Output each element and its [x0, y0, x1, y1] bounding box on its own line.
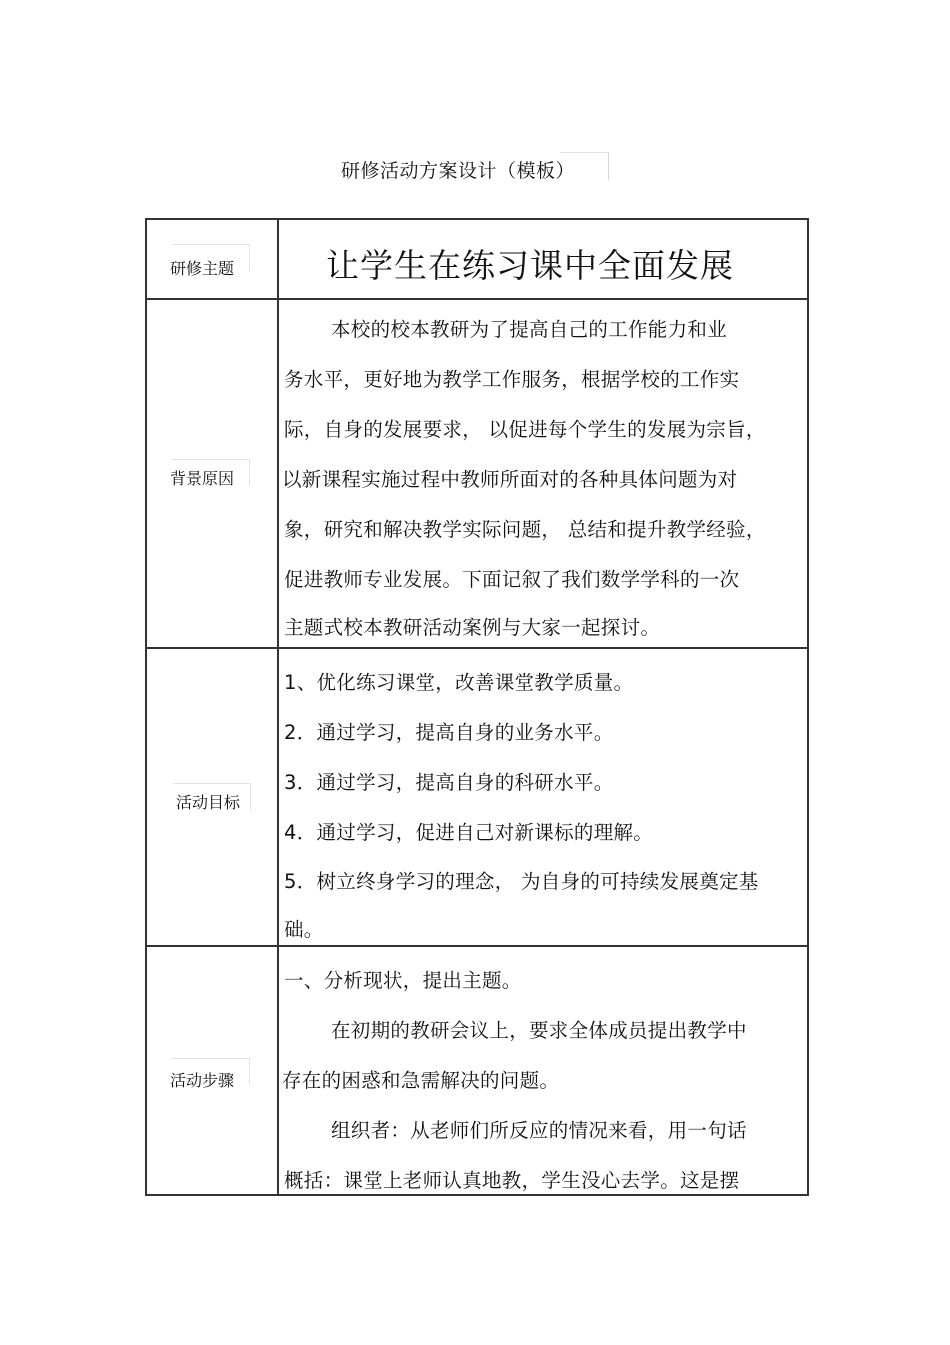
document-title: 研修活动方案设计（模板）: [341, 160, 576, 182]
row-divider: [145, 647, 809, 649]
title-corner-mark: [608, 152, 609, 180]
row-divider: [145, 298, 809, 300]
step-line: 一、分析现状，提出主题。: [284, 969, 522, 992]
background-line: 主题式校本教研活动案例与大家一起探讨。: [284, 616, 661, 639]
goal-item: 3．通过学习，提高自身的科研水平。: [284, 771, 614, 794]
row-label-steps: 活动步骤: [170, 1071, 235, 1090]
goal-item: 5．树立终身学习的理念， 为自身的可持续发展奠定基: [284, 870, 759, 893]
title-corner-mark-top: [560, 152, 608, 153]
row-divider: [145, 945, 809, 947]
background-line: 以新课程实施过程中教师所面对的各种具体问题为对: [282, 468, 738, 491]
background-line: 本校的校本教研为了提高自己的工作能力和业: [331, 318, 728, 341]
row-label-background: 背景原因: [170, 469, 235, 488]
goal-item: 4．通过学习，促进自己对新课标的理解。: [284, 821, 654, 844]
step-line: 在初期的教研会议上，要求全体成员提出教学中: [331, 1019, 747, 1042]
table-border-left: [145, 218, 147, 1195]
goal-item: 础。: [284, 918, 324, 941]
goal-item: 2．通过学习，提高自身的业务水平。: [284, 721, 614, 744]
background-line: 际，自身的发展要求， 以促进每个学生的发展为宗旨，: [284, 418, 766, 441]
step-line: 存在的困惑和急需解决的问题。: [282, 1069, 560, 1092]
goal-item: 1、优化练习课堂，改善课堂教学质量。: [284, 671, 634, 694]
step-line: 组织者：从老师们所反应的情况来看，用一句话: [331, 1119, 747, 1142]
background-line: 象，研究和解决教学实际问题， 总结和提升教学经验，: [284, 518, 766, 541]
table-border-bottom: [145, 1194, 809, 1196]
row-label-goals: 活动目标: [176, 793, 241, 812]
column-divider: [277, 218, 279, 1195]
background-line: 促进教师专业发展。下面记叙了我们数学学科的一次: [284, 568, 740, 591]
step-line: 概括：课堂上老师认真地教，学生没心去学。这是摆: [284, 1169, 740, 1192]
table-border-right: [807, 218, 809, 1195]
background-line: 务水平，更好地为教学工作服务，根据学校的工作实: [284, 368, 740, 391]
table-border-top: [145, 218, 809, 220]
topic-title: 让学生在练习课中全面发展: [326, 246, 734, 285]
row-label-topic: 研修主题: [170, 259, 235, 278]
